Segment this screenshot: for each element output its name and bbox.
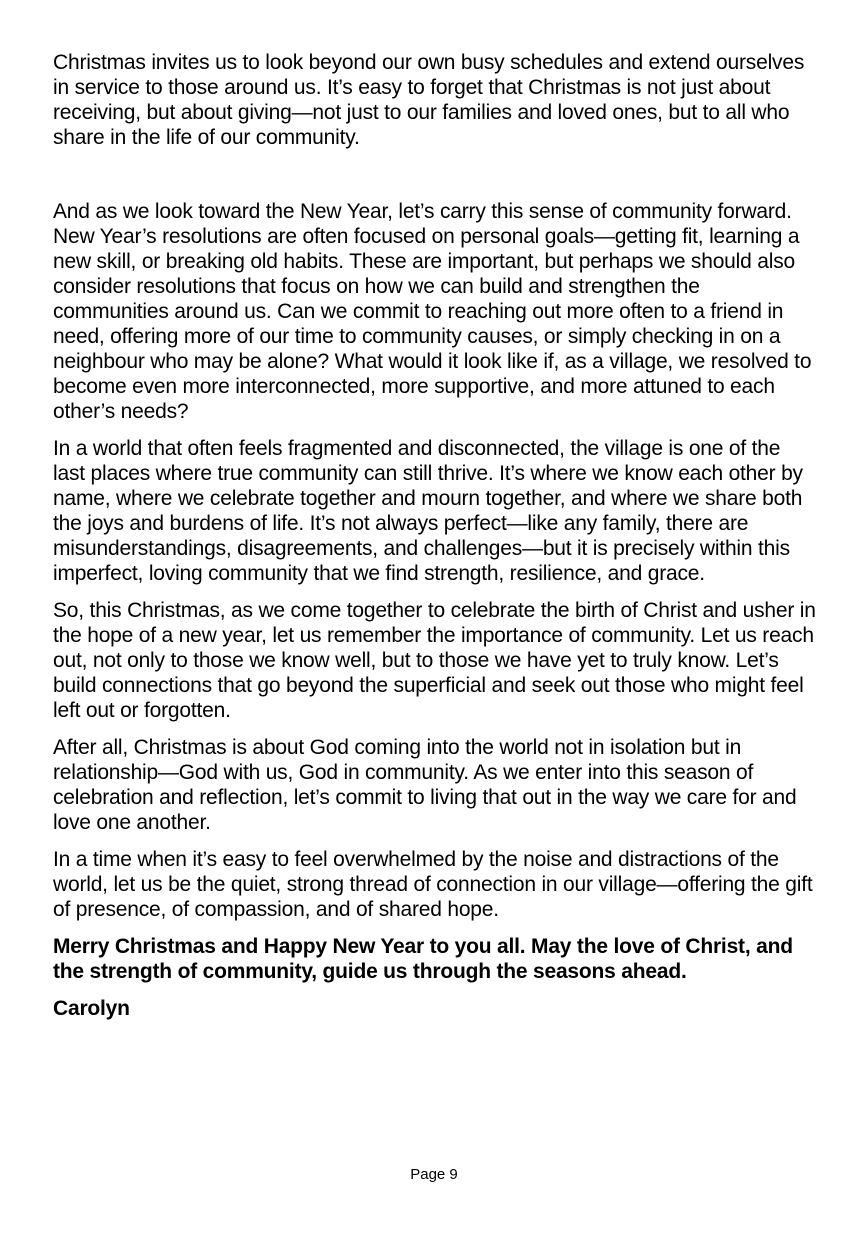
signature: Carolyn [53, 997, 130, 1020]
page-number: Page 9 [410, 1166, 458, 1183]
article-body [53, 50, 817, 1033]
paragraph-new-year: And as we look toward the New Year, let’s carry this sense of community forward. New Year’s resolutions are often focused on personal goals—getting fit, learning a new skill, or breaking old habits. These are important, but perhaps we should also consider resolutions that focus on how we can build and strengthen the communities around us. Can we commit to reaching out more often to a friend in need, offering more of our time to community causes, or simply checking in on a neighbour who may be alone? What would it look like if, as a village, we resolved to become even more interconnected, more supportive, and more attuned to each other’s needs? [53, 200, 812, 423]
paragraph-christmas-invites: Christmas invites us to look beyond our own busy schedules and extend ourselves in service to those around us. It’s easy to forget that Christmas is not just about receiving, but about giving—not just to our families and loved ones, but to all who share in the life of our community. [53, 51, 805, 149]
paragraph-celebrate-birth: So, this Christmas, as we come together to celebrate the birth of Christ and usher in the hope of a new year, let us remember the importance of community. Let us reach out, not only to those we know well, but to those we have yet to truly know. Let’s build connections that go beyond the superficial and seek out those who might feel left out or forgotten. [53, 599, 816, 722]
paragraph-thread-of-connection: In a time when it’s easy to feel overwhelmed by the noise and distractions of the world, let us be the quiet, strong thread of connection in our village—offering the gift of presence, of compassion, and of shared hope. [53, 848, 813, 921]
paragraph-closing-greeting: Merry Christmas and Happy New Year to you all. May the love of Christ, and the strength of community, guide us through the seasons ahead. [53, 935, 793, 983]
paragraph-village-community: In a world that often feels fragmented and disconnected, the village is one of the last places where true community can still thrive. It’s where we know each other by name, where we celebrate together and mourn together, and where we share both the joys and burdens of life. It’s not always perfect—like any family, there are misunderstandings, disagreements, and challenges—but it is precisely within this imperfect, loving community that we find strength, resilience, and grace. [53, 437, 803, 585]
paragraph-god-in-community: After all, Christmas is about God coming into the world not in isolation but in relationship—God with us, God in community. As we enter into this season of celebration and reflection, let’s commit to living that out in the way we care for and love one another. [53, 736, 797, 834]
blank-line [53, 162, 817, 187]
